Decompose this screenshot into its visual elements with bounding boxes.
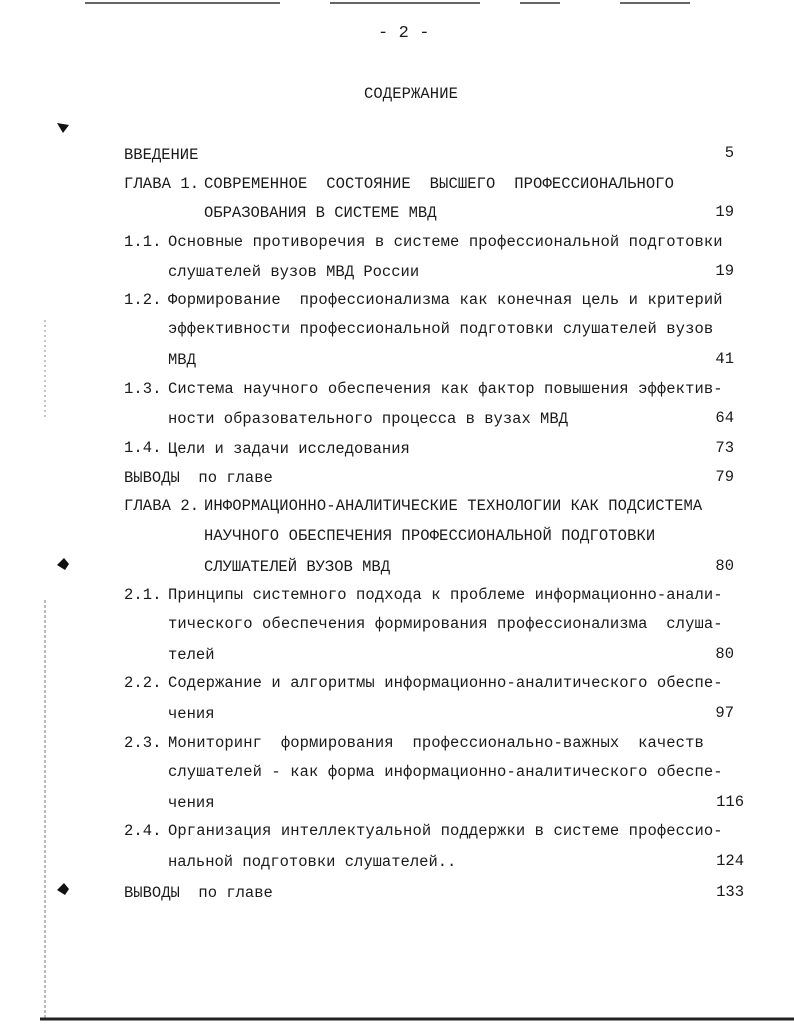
toc-entry-title: слушателей вузов МВД России xyxy=(168,263,420,281)
toc-section-title: Организация интеллектуальной поддержки в системе профессио- xyxy=(168,822,723,840)
dot-leader xyxy=(200,349,706,371)
toc-page-number: 80 xyxy=(715,645,734,663)
toc-section-title: Содержание и алгоритмы информационно-аналитического обеспе- xyxy=(168,674,723,692)
dot-leader xyxy=(219,703,696,725)
dot-leader xyxy=(277,882,706,904)
toc-section-number: 2.1. xyxy=(124,586,162,604)
toc-section-title: Основные противоречия в системе профессиональной подготовки xyxy=(168,233,723,251)
toc-section-number: 1.4. xyxy=(124,439,162,457)
toc-entry-chapter-2[interactable] xyxy=(204,554,700,578)
toc-entry-2-4[interactable] xyxy=(168,849,710,873)
toc-section-number: 2.3. xyxy=(124,734,162,752)
toc-entry-title: ВЫВОДЫ по главе xyxy=(124,884,273,902)
page-title: СОДЕРЖАНИЕ xyxy=(364,85,459,103)
toc-entry-title: телей xyxy=(168,646,215,664)
toc-page-number: 124 xyxy=(716,852,744,870)
dot-leader xyxy=(219,792,712,814)
toc-entry-title: СЛУШАТЕЛЕЙ ВУЗОВ МВД xyxy=(204,558,391,576)
toc-page-number: 80 xyxy=(715,557,734,575)
toc-chapter-label: ГЛАВА 1. xyxy=(124,175,200,193)
toc-chapter-title: НАУЧНОГО ОБЕСПЕЧЕНИЯ ПРОФЕССИОНАЛЬНОЙ ПОДГОТОВКИ xyxy=(204,527,656,545)
toc-entry-2-1[interactable] xyxy=(168,642,700,666)
toc-entry-1-1[interactable] xyxy=(168,259,700,283)
toc-entry-2-3[interactable] xyxy=(168,790,716,814)
toc-entry-title: Цели и задачи исследования xyxy=(168,440,410,458)
toc-page-number: 73 xyxy=(715,439,734,457)
dot-leader xyxy=(441,202,706,224)
toc-entry-title: ВЫВОДЫ по главе xyxy=(124,469,273,487)
toc-section-number: 1.2. xyxy=(124,291,162,309)
toc-chapter-title: СОВРЕМЕННОЕ СОСТОЯНИЕ ВЫСШЕГО ПРОФЕССИОНАЛЬНОГО xyxy=(204,175,675,193)
margin-mark-icon xyxy=(56,882,70,896)
toc-entry-title: ВВЕДЕНИЕ xyxy=(124,146,199,164)
toc-chapter-title: ИНФОРМАЦИОННО-АНАЛИТИЧЕСКИЕ ТЕХНОЛОГИИ КАК ПОДСИСТЕМА xyxy=(204,497,703,515)
toc-entry-title: ности образовательного процесса в вузах МВД xyxy=(168,410,568,428)
dot-leader xyxy=(414,438,696,460)
toc-page-number: 19 xyxy=(715,262,734,280)
toc-page-number: 116 xyxy=(716,793,744,811)
toc-page-number: 97 xyxy=(715,704,734,722)
toc-page-number: 5 xyxy=(724,144,734,162)
toc-entry-title: чения xyxy=(168,794,215,812)
toc-entry-title: чения xyxy=(168,705,215,723)
dot-leader xyxy=(423,261,696,283)
toc-entry-title: нальной подготовки слушателей.. xyxy=(168,853,457,871)
toc-entry-1-2[interactable] xyxy=(168,347,710,371)
toc-page-number: 41 xyxy=(715,350,734,368)
dot-leader xyxy=(572,408,706,430)
toc-page-number: 64 xyxy=(715,409,734,427)
dot-leader xyxy=(394,556,696,578)
toc-chapter-label: ГЛАВА 2. xyxy=(124,497,200,515)
toc-entry-1-4[interactable] xyxy=(168,436,700,460)
toc-section-number: 2.4. xyxy=(124,822,162,840)
dot-leader xyxy=(277,467,696,489)
toc-section-title: Мониторинг формирования профессионально-важных качеств xyxy=(168,734,704,752)
dot-leader xyxy=(202,144,705,166)
margin-mark-icon xyxy=(56,120,70,134)
dot-leader xyxy=(219,644,696,666)
toc-section-title: Система научного обеспечения как фактор повышения эффектив- xyxy=(168,380,723,398)
toc-section-title: эффективности профессиональной подготовки слушателей вузов xyxy=(168,320,714,338)
toc-entry-title: МВД xyxy=(168,351,196,369)
page-number: - 2 - xyxy=(378,24,430,43)
toc-page-number: 19 xyxy=(715,203,734,221)
toc-entry-2-2[interactable] xyxy=(168,701,700,725)
toc-section-number: 2.2. xyxy=(124,674,162,692)
toc-section-number: 1.1. xyxy=(124,233,162,251)
toc-entry-intro[interactable] xyxy=(124,142,709,166)
toc-section-title: Формирование профессионализма как конечная цель и критерий xyxy=(168,291,723,309)
toc-page-number: 79 xyxy=(715,468,734,486)
toc-entry-1-3[interactable] xyxy=(168,406,710,430)
toc-page-number: 133 xyxy=(716,883,744,901)
toc-entry-conclusions-1[interactable] xyxy=(124,465,700,489)
toc-section-number: 1.3. xyxy=(124,380,162,398)
toc-section-title: слушателей - как форма информационно-аналитического обеспе- xyxy=(168,763,723,781)
dot-leader xyxy=(460,851,706,873)
toc-entry-title: ОБРАЗОВАНИЯ В СИСТЕМЕ МВД xyxy=(204,204,437,222)
toc-entry-conclusions-2[interactable] xyxy=(124,880,710,904)
margin-mark-icon xyxy=(56,557,70,571)
toc-section-title: тического обеспечения формирования профессионализма слуша- xyxy=(168,615,723,633)
toc-section-title: Принципы системного подхода к проблеме информационно-анали- xyxy=(168,586,723,604)
toc-entry-chapter-1[interactable] xyxy=(204,200,710,224)
